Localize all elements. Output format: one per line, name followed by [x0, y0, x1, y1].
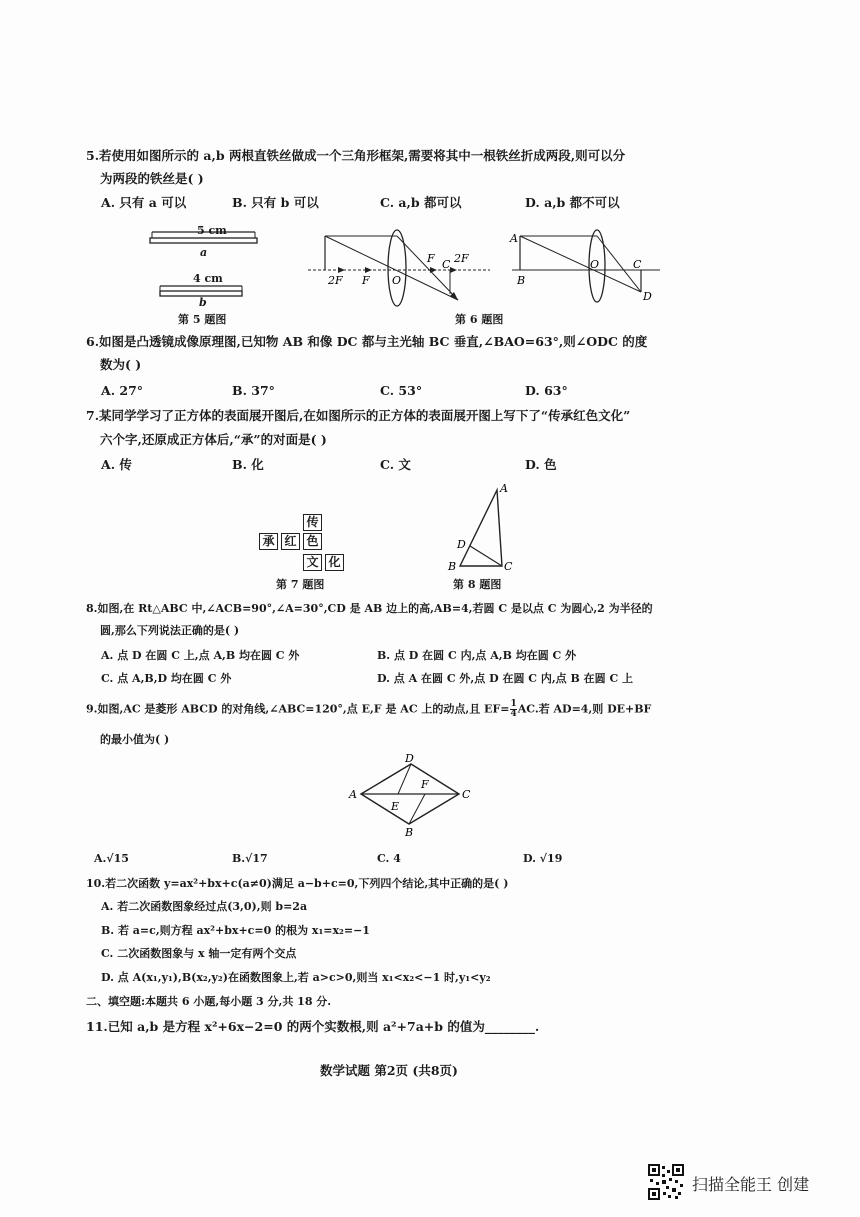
q6-label-b: B [517, 274, 526, 287]
q10-option-a: A. 若二次函数图象经过点(3,0),则 b=2a [101, 900, 308, 913]
q9-option-b: B.√17 [232, 852, 268, 865]
q6-label-o: O [392, 274, 402, 287]
q6-label-c: C [442, 258, 451, 271]
q5-caption: 第 5 题图 [178, 313, 227, 326]
q5-option-b: B. 只有 b 可以 [232, 195, 319, 210]
net-cell-cheng: 承 [259, 533, 278, 550]
q5-b-label: b [199, 296, 207, 309]
q9-stem-line1 [86, 700, 651, 719]
q5-b-length: 4 cm [193, 272, 223, 285]
q8-caption: 第 8 题图 [453, 578, 502, 591]
q6-label-2f-left: 2F [328, 274, 343, 287]
q9-stem-part1: 9.如图,AC 是菱形 ABCD 的对角线,∠ABC=120°,点 E,F 是 AC 上的动点,且 EF= [86, 702, 510, 716]
q6-caption: 第 6 题图 [455, 313, 504, 326]
q8-option-b: B. 点 D 在圆 C 内,点 A,B 均在圆 C 外 [377, 649, 577, 662]
q9-label-a: A [349, 788, 357, 801]
q8-stem-line2: 圆,那么下列说法正确的是( ) [100, 624, 240, 637]
scanner-watermark: 扫描全能王 创建 [692, 1175, 810, 1194]
q6-label-c2: C [633, 258, 642, 271]
q9-label-f: F [421, 778, 429, 791]
q8-option-d: D. 点 A 在圆 C 外,点 D 在圆 C 内,点 B 在圆 C 上 [377, 672, 634, 685]
q6-lens-diagram [300, 226, 500, 312]
q10-stem: 10.若二次函数 y=ax²+bx+c(a≠0)满足 a−b+c=0,下列四个结论,其中正确的是( ) [86, 877, 509, 890]
q8-option-a: A. 点 D 在圆 C 上,点 A,B 均在圆 C 外 [101, 649, 300, 662]
q9-option-d: D. √19 [523, 852, 563, 865]
q5-a-label: a [200, 246, 208, 259]
q10-option-c: C. 二次函数图象与 x 轴一定有两个交点 [101, 947, 297, 960]
q6-label-f-left: F [362, 274, 370, 287]
q8-label-b: B [448, 560, 457, 573]
q5-stem-line1: 5.若使用如图所示的 a,b 两根直铁丝做成一个三角形框架,需要将其中一根铁丝折成两段,则可以分 [86, 148, 626, 163]
q7-option-c: C. 文 [380, 457, 411, 472]
section-2-heading: 二、填空题:本题共 6 小题,每小题 3 分,共 18 分. [86, 995, 332, 1008]
q8-label-d: D [457, 538, 466, 551]
q9-label-e: E [391, 800, 400, 813]
q6-label-o2: O [590, 258, 600, 271]
q6-option-c: C. 53° [380, 383, 423, 398]
q9-label-b: B [405, 826, 414, 838]
net-cell-se: 色 [303, 533, 322, 550]
q9-stem-part2: AC.若 AD=4,则 DE+BF [517, 702, 652, 716]
net-cell-wen: 文 [303, 554, 322, 571]
page-footer: 数学试题 第2页 (共8页) [320, 1063, 458, 1078]
net-cell-hua: 化 [325, 554, 344, 571]
q8-label-a: A [500, 482, 508, 495]
q6-option-d: D. 63° [525, 383, 568, 398]
q6-stem-line2: 数为( ) [100, 357, 142, 372]
q9-option-c: C. 4 [377, 852, 401, 865]
q9-label-c: C [462, 788, 471, 801]
q7-caption: 第 7 题图 [276, 578, 325, 591]
q9-fraction-num: 1 [510, 699, 517, 709]
qr-code-icon [648, 1164, 684, 1200]
q7-option-a: A. 传 [101, 457, 132, 472]
q9-figure [345, 752, 475, 838]
q10-option-d: D. 点 A(x₁,y₁),B(x₂,y₂)在函数图象上,若 a>c>0,则当 x₁<x₂<−1 时,y₁<y₂ [101, 971, 491, 984]
q6-figure [508, 226, 663, 312]
q8-figure [440, 478, 520, 574]
q5-option-d: D. a,b 都不可以 [525, 195, 620, 210]
q9-stem-line2: 的最小值为( ) [100, 733, 170, 746]
q6-label-2f-right: 2F [454, 252, 469, 265]
q6-label-f-right: F [427, 252, 435, 265]
q9-fraction [510, 700, 516, 719]
q6-option-a: A. 27° [101, 383, 144, 398]
q5-a-length: 5 cm [197, 224, 227, 237]
q6-label-a: A [510, 232, 518, 245]
q10-option-b: B. 若 a=c,则方程 ax²+bx+c=0 的根为 x₁=x₂=−1 [101, 924, 370, 937]
q7-option-b: B. 化 [232, 457, 264, 472]
net-cell-hong: 红 [281, 533, 300, 550]
q8-label-c: C [504, 560, 513, 573]
q5-option-a: A. 只有 a 可以 [101, 195, 187, 210]
q8-option-c: C. 点 A,B,D 均在圆 C 外 [101, 672, 232, 685]
q9-label-d: D [405, 752, 414, 765]
q6-stem-line1: 6.如图是凸透镜成像原理图,已知物 AB 和像 DC 都与主光轴 BC 垂直,∠BAO=63°,则∠ODC 的度 [86, 334, 648, 349]
q7-stem-line2: 六个字,还原成正方体后,“承”的对面是( ) [100, 432, 327, 447]
q9-fraction-den: 4 [510, 709, 517, 719]
q5-option-c: C. a,b 都可以 [380, 195, 462, 210]
q9-option-a: A.√15 [94, 852, 129, 865]
net-cell-chuan: 传 [303, 514, 322, 531]
q7-stem-line1: 7.某同学学习了正方体的表面展开图后,在如图所示的正方体的表面展开图上写下了“传承红色文化” [86, 408, 631, 423]
q11-stem: 11.已知 a,b 是方程 x²+6x−2=0 的两个实数根,则 a²+7a+b 的值为________. [86, 1019, 540, 1034]
q6-option-b: B. 37° [232, 383, 275, 398]
q6-label-d: D [643, 290, 652, 303]
q7-option-d: D. 色 [525, 457, 557, 472]
q8-stem-line1: 8.如图,在 Rt△ABC 中,∠ACB=90°,∠A=30°,CD 是 AB 边上的高,AB=4,若圆 C 是以点 C 为圆心,2 为半径的 [86, 602, 653, 615]
q5-stem-line2: 为两段的铁丝是( ) [100, 171, 204, 186]
